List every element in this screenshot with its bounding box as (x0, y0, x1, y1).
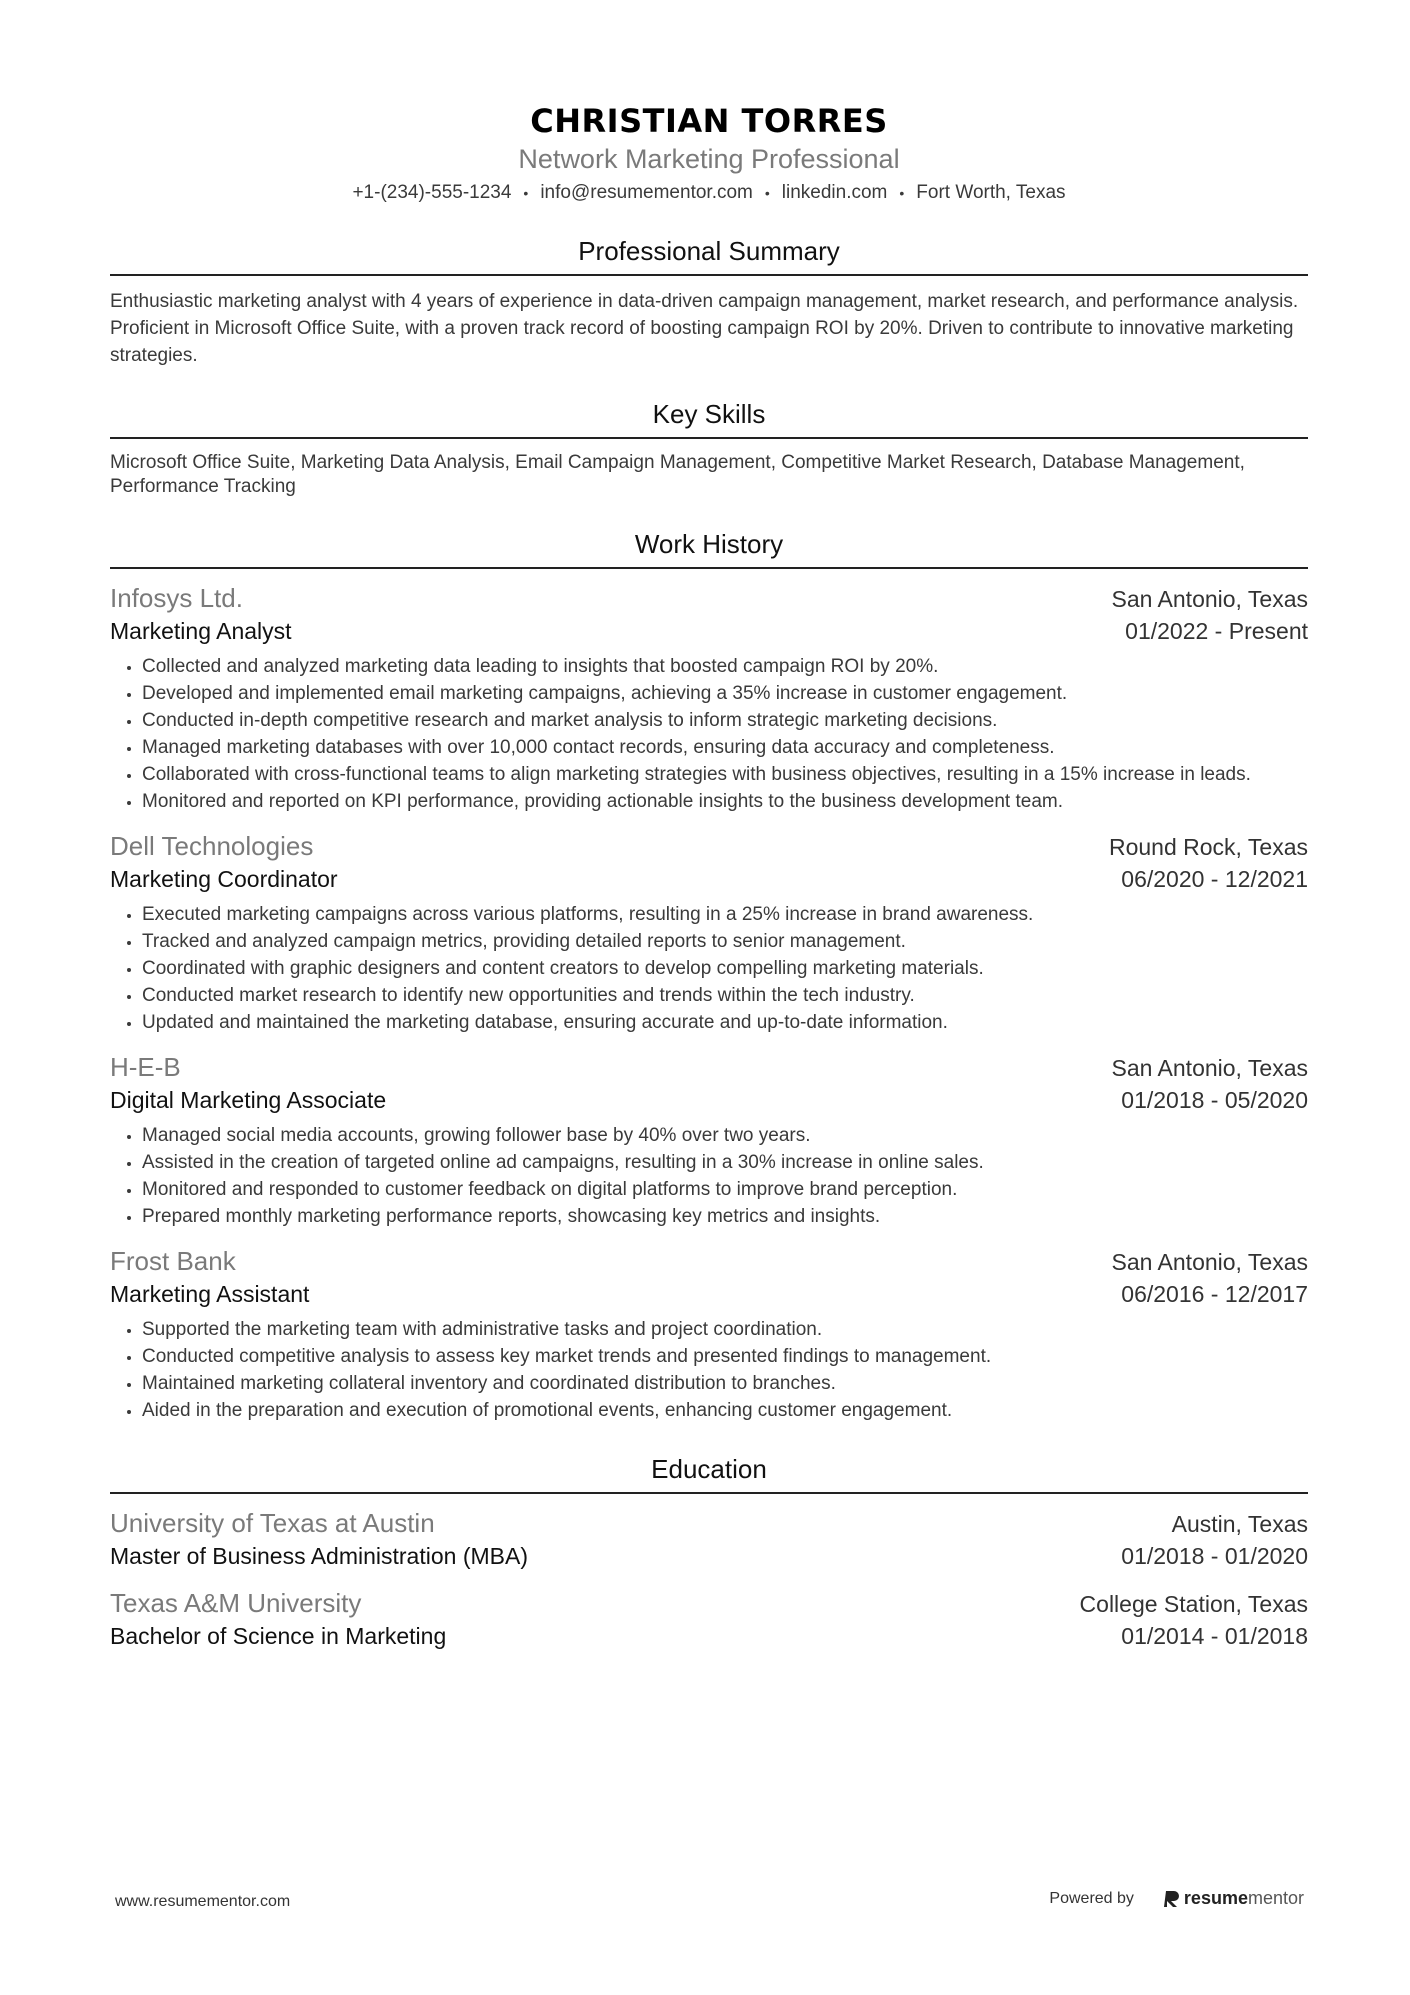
contact-phone: +1-(234)-555-1234 (352, 182, 512, 204)
job-bullets (110, 1122, 1308, 1230)
bullet-item: • Collaborated with cross-functional teams to align marketing strategies with business objectives, resulting in a 15% increase in leads. (142, 761, 1308, 788)
bullet-item: • Prepared monthly marketing performance reports, showcasing key metrics and insights. (142, 1203, 1308, 1230)
resume-page (110, 100, 1308, 1652)
job-location: Round Rock, Texas (1108, 834, 1308, 861)
company-name: Infosys Ltd. (110, 583, 243, 614)
company-name: Frost Bank (110, 1246, 236, 1277)
summary-section (110, 234, 1308, 369)
resume-header (110, 100, 1308, 206)
job-bullets (110, 901, 1308, 1036)
education-section (110, 1452, 1308, 1652)
work-entry-subheader (110, 1084, 1308, 1116)
bullet-item: • Executed marketing campaigns across various platforms, resulting in a 25% increase in brand awareness. (142, 901, 1308, 928)
degree-name: Bachelor of Science in Marketing (110, 1623, 447, 1650)
job-role: Marketing Coordinator (110, 866, 338, 893)
section-heading: Professional Summary (110, 234, 1308, 276)
footer-branding (1049, 1888, 1304, 1909)
contact-line (110, 180, 1308, 206)
bullet-item: • Developed and implemented email marketing campaigns, achieving a 35% increase in customer engagement. (142, 680, 1308, 707)
logo-text-bold: resume (1183, 1888, 1248, 1908)
school-location: College Station, Texas (1079, 1591, 1308, 1618)
bullet-item: • Conducted in-depth competitive research and market analysis to inform strategic marketing decisions. (142, 707, 1308, 734)
work-entry (110, 829, 1308, 1036)
work-entry (110, 1244, 1308, 1424)
bullet-item: • Conducted competitive analysis to assess key market trends and presented findings to management. (142, 1343, 1308, 1370)
skills-text: Microsoft Office Suite, Marketing Data Analysis, Email Campaign Management, Competitive Market Research, Database Management, Performance Tracking (110, 452, 1245, 498)
logo-text-light: mentor (1247, 1888, 1304, 1908)
bullet-item: • Assisted in the creation of targeted online ad campaigns, resulting in a 30% increase in online sales. (142, 1149, 1308, 1176)
work-entry-subheader (110, 615, 1308, 647)
education-entry-subheader (110, 1540, 1308, 1572)
bullet-item: • Collected and analyzed marketing data leading to insights that boosted campaign ROI by 20%. (142, 653, 1308, 680)
work-entry-subheader (110, 1278, 1308, 1310)
candidate-name: CHRISTIAN TORRES (530, 102, 888, 140)
bullet-item: • Updated and maintained the marketing database, ensuring accurate and up-to-date information. (142, 1009, 1308, 1036)
school-name: University of Texas at Austin (110, 1508, 435, 1539)
bullet-item: • Managed marketing databases with over 10,000 contact records, ensuring data accuracy and completeness. (142, 734, 1308, 761)
work-entry-subheader (110, 863, 1308, 895)
skills-section (110, 397, 1308, 499)
contact-email[interactable]: info@resumementor.com (540, 182, 753, 204)
resumementor-logo-icon (1164, 1889, 1180, 1909)
bullet-item: • Monitored and responded to customer feedback on digital platforms to improve brand perception. (142, 1176, 1308, 1203)
bullet-item: • Aided in the preparation and execution of promotional events, enhancing customer engagement. (142, 1397, 1308, 1424)
contact-linkedin[interactable]: linkedin.com (781, 182, 888, 204)
job-role: Marketing Analyst (110, 618, 292, 645)
job-bullets (110, 653, 1308, 815)
bullet-item: • Monitored and reported on KPI performance, providing actionable insights to the business development team. (142, 788, 1308, 815)
job-role: Marketing Assistant (110, 1281, 310, 1308)
candidate-title: Network Marketing Professional (518, 144, 900, 174)
bullet-item: • Conducted market research to identify new opportunities and trends within the tech industry. (142, 982, 1308, 1009)
education-entry-header (110, 1586, 1308, 1620)
job-location: San Antonio, Texas (1111, 1249, 1308, 1276)
job-role: Digital Marketing Associate (110, 1087, 387, 1114)
section-heading: Key Skills (110, 397, 1308, 439)
job-dates: 06/2016 - 12/2017 (1121, 1281, 1308, 1308)
section-heading: Education (110, 1452, 1308, 1494)
work-entry-header (110, 1050, 1308, 1084)
summary-text: Enthusiastic marketing analyst with 4 years of experience in data-driven campaign management, market research, and performance analysis. Proficient in Microsoft Office Suite, with a proven track record of boosting campaign ROI by 20%. Driven to contribute to innovative marketing strategies. (110, 291, 1299, 367)
bullet-item: • Supported the marketing team with administrative tasks and project coordination. (142, 1316, 1308, 1343)
work-entry-header (110, 1244, 1308, 1278)
section-heading: Work History (110, 527, 1308, 569)
education-entry-header (110, 1506, 1308, 1540)
powered-by-label: Powered by (1049, 1889, 1134, 1907)
bullet-item: • Tracked and analyzed campaign metrics, providing detailed reports to senior management. (142, 928, 1308, 955)
job-location: San Antonio, Texas (1111, 586, 1308, 613)
contact-separator: • (523, 185, 529, 201)
bullet-item: • Coordinated with graphic designers and content creators to develop compelling marketing materials. (142, 955, 1308, 982)
education-dates: 01/2018 - 01/2020 (1121, 1543, 1308, 1570)
degree-name: Master of Business Administration (MBA) (110, 1543, 528, 1570)
education-entry-subheader (110, 1620, 1308, 1652)
job-dates: 06/2020 - 12/2021 (1121, 866, 1308, 893)
work-entries (110, 581, 1308, 1424)
education-entries (110, 1506, 1308, 1652)
bullet-item: • Managed social media accounts, growing follower base by 40% over two years. (142, 1122, 1308, 1149)
job-dates: 01/2018 - 05/2020 (1121, 1087, 1308, 1114)
job-dates: 01/2022 - Present (1125, 618, 1308, 645)
work-entry-header (110, 829, 1308, 863)
work-entry-header (110, 581, 1308, 615)
education-entry (110, 1506, 1308, 1572)
education-entry (110, 1586, 1308, 1652)
job-location: San Antonio, Texas (1111, 1055, 1308, 1082)
work-entry (110, 1050, 1308, 1230)
contact-location: Fort Worth, Texas (916, 182, 1066, 204)
school-name: Texas A&M University (110, 1588, 362, 1619)
school-location: Austin, Texas (1171, 1511, 1308, 1538)
work-section (110, 527, 1308, 1424)
footer-website[interactable]: www.resumementor.com (115, 1893, 291, 1910)
contact-separator: • (764, 185, 770, 201)
resumementor-logo[interactable] (1164, 1888, 1304, 1909)
bullet-item: • Maintained marketing collateral inventory and coordinated distribution to branches. (142, 1370, 1308, 1397)
work-entry (110, 581, 1308, 815)
job-bullets (110, 1316, 1308, 1424)
company-name: Dell Technologies (110, 831, 314, 862)
company-name: H-E-B (110, 1052, 181, 1083)
contact-separator: • (899, 185, 905, 201)
education-dates: 01/2014 - 01/2018 (1121, 1623, 1308, 1650)
